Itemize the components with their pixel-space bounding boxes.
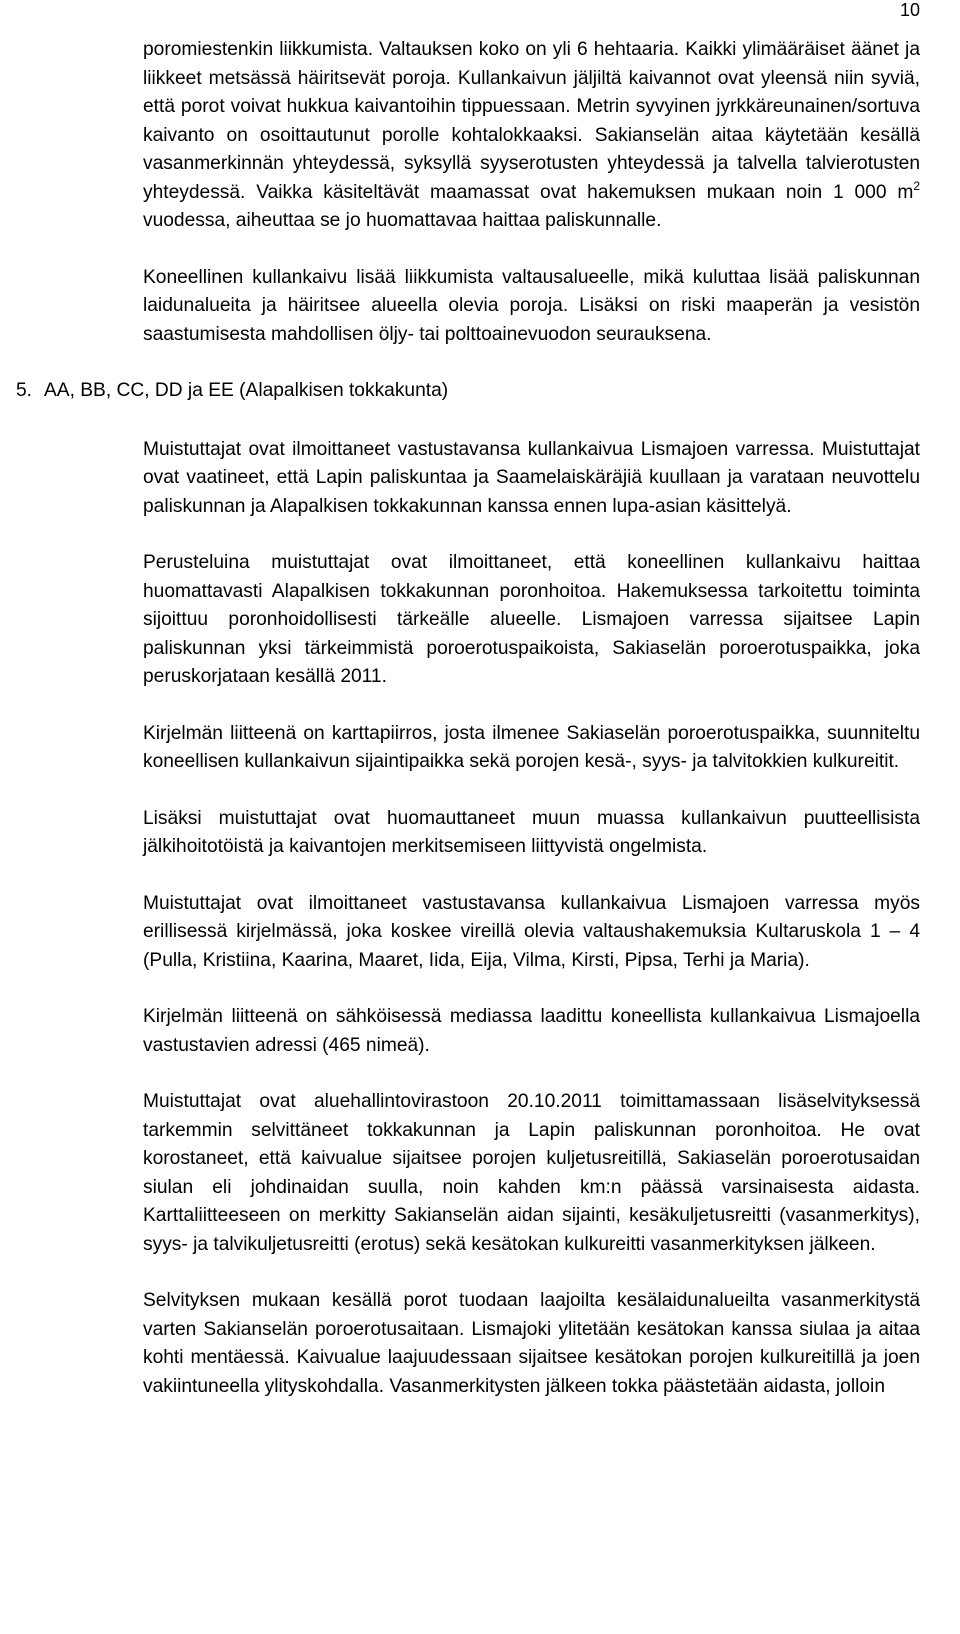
section-title: AA, BB, CC, DD ja EE (Alapalkisen tokkakunta) (44, 380, 449, 401)
paragraph: Koneellinen kullankaivu lisää liikkumista valtausalueelle, mikä kuluttaa lisää paliskunnan laidunalueita ja häiritsee alueella olevia poroja. Lisäksi on riski maaperän ja vesistön saastumisesta mahdollisen öljy- tai polttoainevuodon seurauksena. (143, 266, 920, 345)
page-number: 10 (899, 0, 920, 20)
paragraph: Muistuttajat ovat ilmoittaneet vastustavansa kullankaivua Lismajoen varressa. Muistuttajat ovat vaatineet, että Lapin paliskuntaa ja Saamelaiskäräjiä kuullaan ja varataan neuvottelu paliskunnan ja Alapalkisen tokkakunnan kanssa ennen lupa-asian käsittelyä. (143, 438, 920, 517)
section-heading (16, 377, 916, 406)
paragraph-text: poromiestenkin liikkumista. Valtauksen koko on yli 6 hehtaaria. Kaikki ylimääräiset äänet ja liikkeet metsässä häiritsevät poroja. Kullankaivun jäljiltä kaivannot ovat yleensä niin syviä, että porot voivat hukkua kaivantoihin tippuessaan. Metrin syvyinen jyrkkäreunainen/sortuva kaivanto on osoittautunut porolle kohtalokkaaksi. Sakianselän aitaa käytetään kesällä vasanmerkinnän yhteydessä, syksyllä syyserotusten yhteydessä ja talvella talvierotusten yhteydessä. Vaikka käsiteltävät maamassat ovat hakemuksen mukaan noin 1 000 m (143, 39, 920, 203)
paragraph (143, 36, 920, 236)
paragraph: Perusteluina muistuttajat ovat ilmoittaneet, että koneellinen kullankaivu haittaa huomattavasti Alapalkisen tokkakunnan poronhoitoa. Hakemuksessa tarkoitettu toiminta sijoittuu poronhoidollisesti tärkeälle alueelle. Lismajoen varressa sijaitsee Lapin paliskunnan yksi tärkeimmistä poroerotuspaikoista, Sakiaselän poroerotuspaikka, joka peruskorjataan kesällä 2011. (143, 552, 920, 687)
document-body (16, 36, 920, 1429)
paragraph: Muistuttajat ovat ilmoittaneet vastustavansa kullankaivua Lismajoen varressa myös erillisessä kirjelmässä, joka koskee vireillä olevia valtaushakemuksia Kultaruskola 1 – 4 (Pulla, Kristiina, Kaarina, Maaret, Iida, Eija, Vilma, Kirsti, Pipsa, Terhi ja Maria). (143, 892, 920, 971)
paragraph-text-tail: vuodessa, aiheuttaa se jo huomattavaa haittaa paliskunnalle. (143, 210, 662, 231)
paragraph: Lisäksi muistuttajat ovat huomauttaneet muun muassa kullankaivun puutteellisista jälkihoitotöistä ja kaivantojen merkitsemiseen liittyvistä ongelmista. (143, 807, 920, 857)
paragraph: Kirjelmän liitteenä on karttapiirros, josta ilmenee Sakiaselän poroerotuspaikka, suunniteltu koneellisen kullankaivun sijaintipaikka sekä porojen kesä-, syys- ja talvitokkien kulkureitit. (143, 722, 920, 772)
paragraph: Muistuttajat ovat aluehallintovirastoon 20.10.2011 toimittamassaan lisäselvityksessä tarkemmin selvittäneet tokkakunnan ja Lapin paliskunnan poronhoitoa. He ovat korostaneet, että kaivualue sijaitsee porojen kuljetusreitillä, Sakiaselän poroerotusaidan siulan eli johdinaidan suulla, noin kahden km:n päässä varsinaisesta aidasta. Karttaliitteeseen on merkitty Sakianselän aidan sijainti, kesäkuljetusreitti (vasanmerkitys), syys- ja talvikuljetusreitti (erotus) sekä kesätokan kulkureitti vasanmerkityksen jälkeen. (143, 1091, 920, 1255)
paragraph: Selvityksen mukaan kesällä porot tuodaan laajoilta kesälaidunalueilta vasanmerkitystä varten Sakianselän poroerotusaitaan. Lismajoki ylitetään kesätokan kanssa siulaa ja aitaa kohti mentäessä. Kaivualue laajuudessaan sijaitsee kesätokan porojen kulkureitillä ja joen vakiintuneella ylityskohdalla. Vasanmerkitysten jälkeen tokka päästetään aidasta, jolloin (143, 1290, 920, 1397)
section-number: 5. (16, 380, 33, 401)
superscript: 2 (913, 178, 920, 193)
paragraph: Kirjelmän liitteenä on sähköisessä mediassa laadittu koneellista kullankaivua Lismajoella vastustavien adressi (465 nimeä). (143, 1006, 920, 1056)
